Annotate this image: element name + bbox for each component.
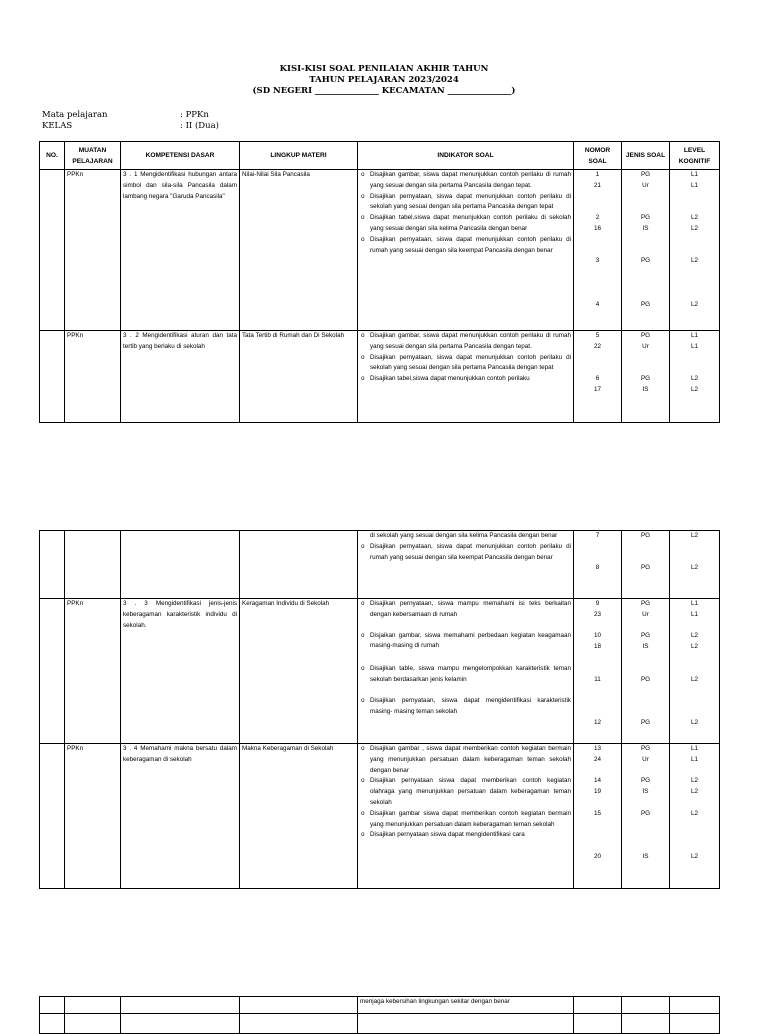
indikator-item: o Disajikan pernyataan, siswa mampu memahami isi teks berkaitan dengan kebersamaan di rumah bbox=[361, 600, 571, 618]
row-level bbox=[670, 997, 720, 1014]
row-muatan: PPKn bbox=[65, 331, 121, 423]
indikator-item: o Disajikan pernyataan, siswa dapat menunjukkan contoh perilaku di rumah yang sesuai dengan sila keempat Pancasila dengan benar bbox=[361, 235, 571, 254]
row-kd: 3 . 4 Memahami makna bersatu dalam keberagaman di sekolah bbox=[121, 744, 240, 889]
row-nomor bbox=[574, 997, 622, 1014]
row-nomor: 5 22 6 17 bbox=[574, 331, 622, 423]
row-lingkup: Nilai-Nilai Sila Pancasila bbox=[240, 170, 358, 331]
class-value: : II (Dua) bbox=[180, 121, 219, 131]
row-jenis: PG Ur PG IS bbox=[622, 331, 670, 423]
row-lingkup: Tata Tertib di Rumah dan Di Sekolah bbox=[240, 331, 358, 423]
indikator-item: o Disajikan tabel,siswa dapat menunjukkan contoh perilaku di sekolah yang sesuai dengan sila kelima Pancasila dengan benar bbox=[361, 214, 571, 232]
row-kd: 3 . 1 Mengidentifikasi hubungan antara simbol dan sila-sila Pancasila dalam lambang negara "Garuda Pancasila" bbox=[121, 170, 240, 331]
row-jenis: PG PG bbox=[622, 531, 670, 599]
kisi-table-page1 bbox=[39, 141, 720, 423]
table-row bbox=[40, 599, 720, 744]
indikator-item: o Disajikan pernyataan siswa dapat memberikan contoh kegiatan olahraga yang menunjukkan persatuan dalam keberagaman teman sekolah bbox=[361, 777, 571, 806]
col-header-muatan: MUATAN PELAJARAN bbox=[65, 142, 121, 170]
indikator-item: o Disajikan tabel,siswa dapat menunjukkan contoh perilaku bbox=[361, 375, 530, 383]
row-lingkup: Makna Keberagaman di Sekolah bbox=[240, 744, 358, 889]
indikator-item: o Disajikan pernyataan, siswa dapat mengidentifikasi karakteristik masing- masing teman sekolah bbox=[361, 696, 571, 715]
row-lingkup bbox=[240, 997, 358, 1014]
subject-value: : PPKn bbox=[180, 110, 209, 120]
row-nomor: 9 23 10 18 11 12 bbox=[574, 599, 622, 744]
row-jenis bbox=[622, 997, 670, 1014]
row-muatan: PPKn bbox=[65, 744, 121, 889]
row-indikator bbox=[358, 331, 574, 423]
table-header-row bbox=[40, 142, 720, 170]
row-no bbox=[40, 531, 65, 599]
indikator-item: o Disajikan pernyataan, siswa dapat menunjukkan contoh perilaku di sekolah yang sesuai dengan sila pertama Pancasila dengan tepat bbox=[361, 353, 571, 372]
row-no bbox=[40, 599, 65, 744]
row-level: L1 L1 L2 L2 L2 L2 bbox=[670, 170, 720, 331]
row-level: L2 L2 bbox=[670, 531, 720, 599]
class-label: KELAS bbox=[42, 121, 73, 131]
row-level: L1 L1 L2 L2 L2 L2 bbox=[670, 599, 720, 744]
doc-title-line3: (SD NEGERI _______________ KECAMATAN _______________) bbox=[252, 86, 516, 96]
doc-title-line2: TAHUN PELAJARAN 2023/2024 bbox=[309, 75, 459, 85]
kisi-table-page2 bbox=[39, 530, 720, 889]
indikator-item: o Disajikan pernyataan, siswa dapat menunjukkan contoh perilaku di rumah yang sesuai dengan sila keempat Pancasila dengan benar bbox=[361, 542, 571, 561]
col-header-lingkup: LINGKUP MATERI bbox=[240, 142, 358, 170]
row-nomor: 7 8 bbox=[574, 531, 622, 599]
table-row bbox=[40, 744, 720, 889]
table-row bbox=[40, 531, 720, 599]
indikator-item-continued: menjaga kebersihan lingkungan sekitar dengan benar bbox=[360, 998, 510, 1005]
row-level: L1 L1 L2 L2 bbox=[670, 331, 720, 423]
row-muatan: PPKn bbox=[65, 170, 121, 331]
doc-title-line1: KISI-KISI SOAL PENILAIAN AKHIR TAHUN bbox=[279, 64, 489, 74]
row-kd: 3 . 2 Mengidentifikasi aturan dan tata tertib yang berlaku di sekolah bbox=[121, 331, 240, 423]
row-muatan: PPKn bbox=[65, 599, 121, 744]
col-header-jenis: JENIS SOAL bbox=[622, 142, 670, 170]
table-row bbox=[40, 170, 720, 331]
row-lingkup bbox=[240, 531, 358, 599]
kisi-table-page3 bbox=[39, 996, 720, 1034]
indikator-item: o Disjaikan gambar, siswa memahami perbedaan kegiatan keagamaan masing-masing di rumah bbox=[361, 631, 571, 650]
col-header-indikator: INDIKATOR SOAL bbox=[358, 142, 574, 170]
indikator-item: o Disajikan gambar, siswa dapat menunjukkan contoh perilaku di rumah yang sesuai dengan sila pertama Pancasila dengan tepat. bbox=[361, 332, 571, 350]
indikator-item: o Disajikan gambar siswa dapat memberikan contoh kegiatan bermain yang menunjukkan persatuan dalam keberagaman teman sekolah bbox=[361, 809, 571, 828]
row-jenis: PG Ur PG IS PG PG bbox=[622, 599, 670, 744]
row-no bbox=[40, 997, 65, 1014]
row-indikator bbox=[358, 170, 574, 331]
row-no bbox=[40, 744, 65, 889]
row-kd bbox=[121, 531, 240, 599]
meta-class bbox=[42, 121, 219, 132]
row-indikator bbox=[358, 599, 574, 744]
row-no bbox=[40, 331, 65, 423]
row-level: L1 L1 L2 L2 L2 L2 bbox=[670, 744, 720, 889]
col-header-nomor: NOMOR SOAL bbox=[574, 142, 622, 170]
row-lingkup: Keragaman Individu di Sekolah bbox=[240, 599, 358, 744]
row-muatan bbox=[65, 531, 121, 599]
indikator-item: o Disajikan pernyataan siswa dapat mengidentifikasi cara bbox=[361, 831, 525, 839]
indikator-item: o Disajikan gambar , siswa dapat memberikan contoh kegiatan bermain yang menunjukkan persatuan dalam keberagaman teman sekolah dengan benar bbox=[361, 745, 571, 774]
subject-label: Mata pelajaran bbox=[42, 110, 108, 120]
row-kd: 3 . 3 Mengidentifikasi jenis-jenis keberagaman karakteristik individu di sekolah. bbox=[121, 599, 240, 744]
row-indikator bbox=[358, 744, 574, 889]
row-kd bbox=[121, 997, 240, 1014]
meta-subject bbox=[42, 110, 209, 121]
indikator-item: o Disajikan gambar, siswa dapat menunjukkan contoh perilaku di rumah yang sesuai dengan sila pertama Pancasila dengan tepat. bbox=[361, 171, 571, 189]
indikator-item: o Disajikan table, siswa mampu mengelompokkan karakteristik teman sekolah berdasarkan jenis kelamin bbox=[361, 665, 571, 683]
row-indikator bbox=[358, 531, 574, 599]
row-nomor: 1 21 2 16 3 4 bbox=[574, 170, 622, 331]
row-jenis: PG Ur PG IS PG PG bbox=[622, 170, 670, 331]
row-indikator bbox=[358, 997, 574, 1014]
indikator-item: o Disajikan pernyataan, siswa dapat menunjukkan contoh perilaku di sekolah yang sesuai dengan sila pertama Pancasila dengan tepat bbox=[361, 192, 571, 211]
indikator-item-continued: di sekolah yang sesuai dengan sila kelima Pancasila dengan benar bbox=[370, 532, 558, 539]
row-jenis: PG Ur PG IS PG IS bbox=[622, 744, 670, 889]
table-row bbox=[40, 997, 720, 1014]
row-no bbox=[40, 170, 65, 331]
col-header-kd: KOMPETENSI DASAR bbox=[121, 142, 240, 170]
col-header-no: NO. bbox=[40, 142, 65, 170]
row-nomor: 13 24 14 19 15 20 bbox=[574, 744, 622, 889]
row-muatan bbox=[65, 997, 121, 1014]
col-header-level: LEVEL KOGNITIF bbox=[670, 142, 720, 170]
table-row bbox=[40, 331, 720, 423]
